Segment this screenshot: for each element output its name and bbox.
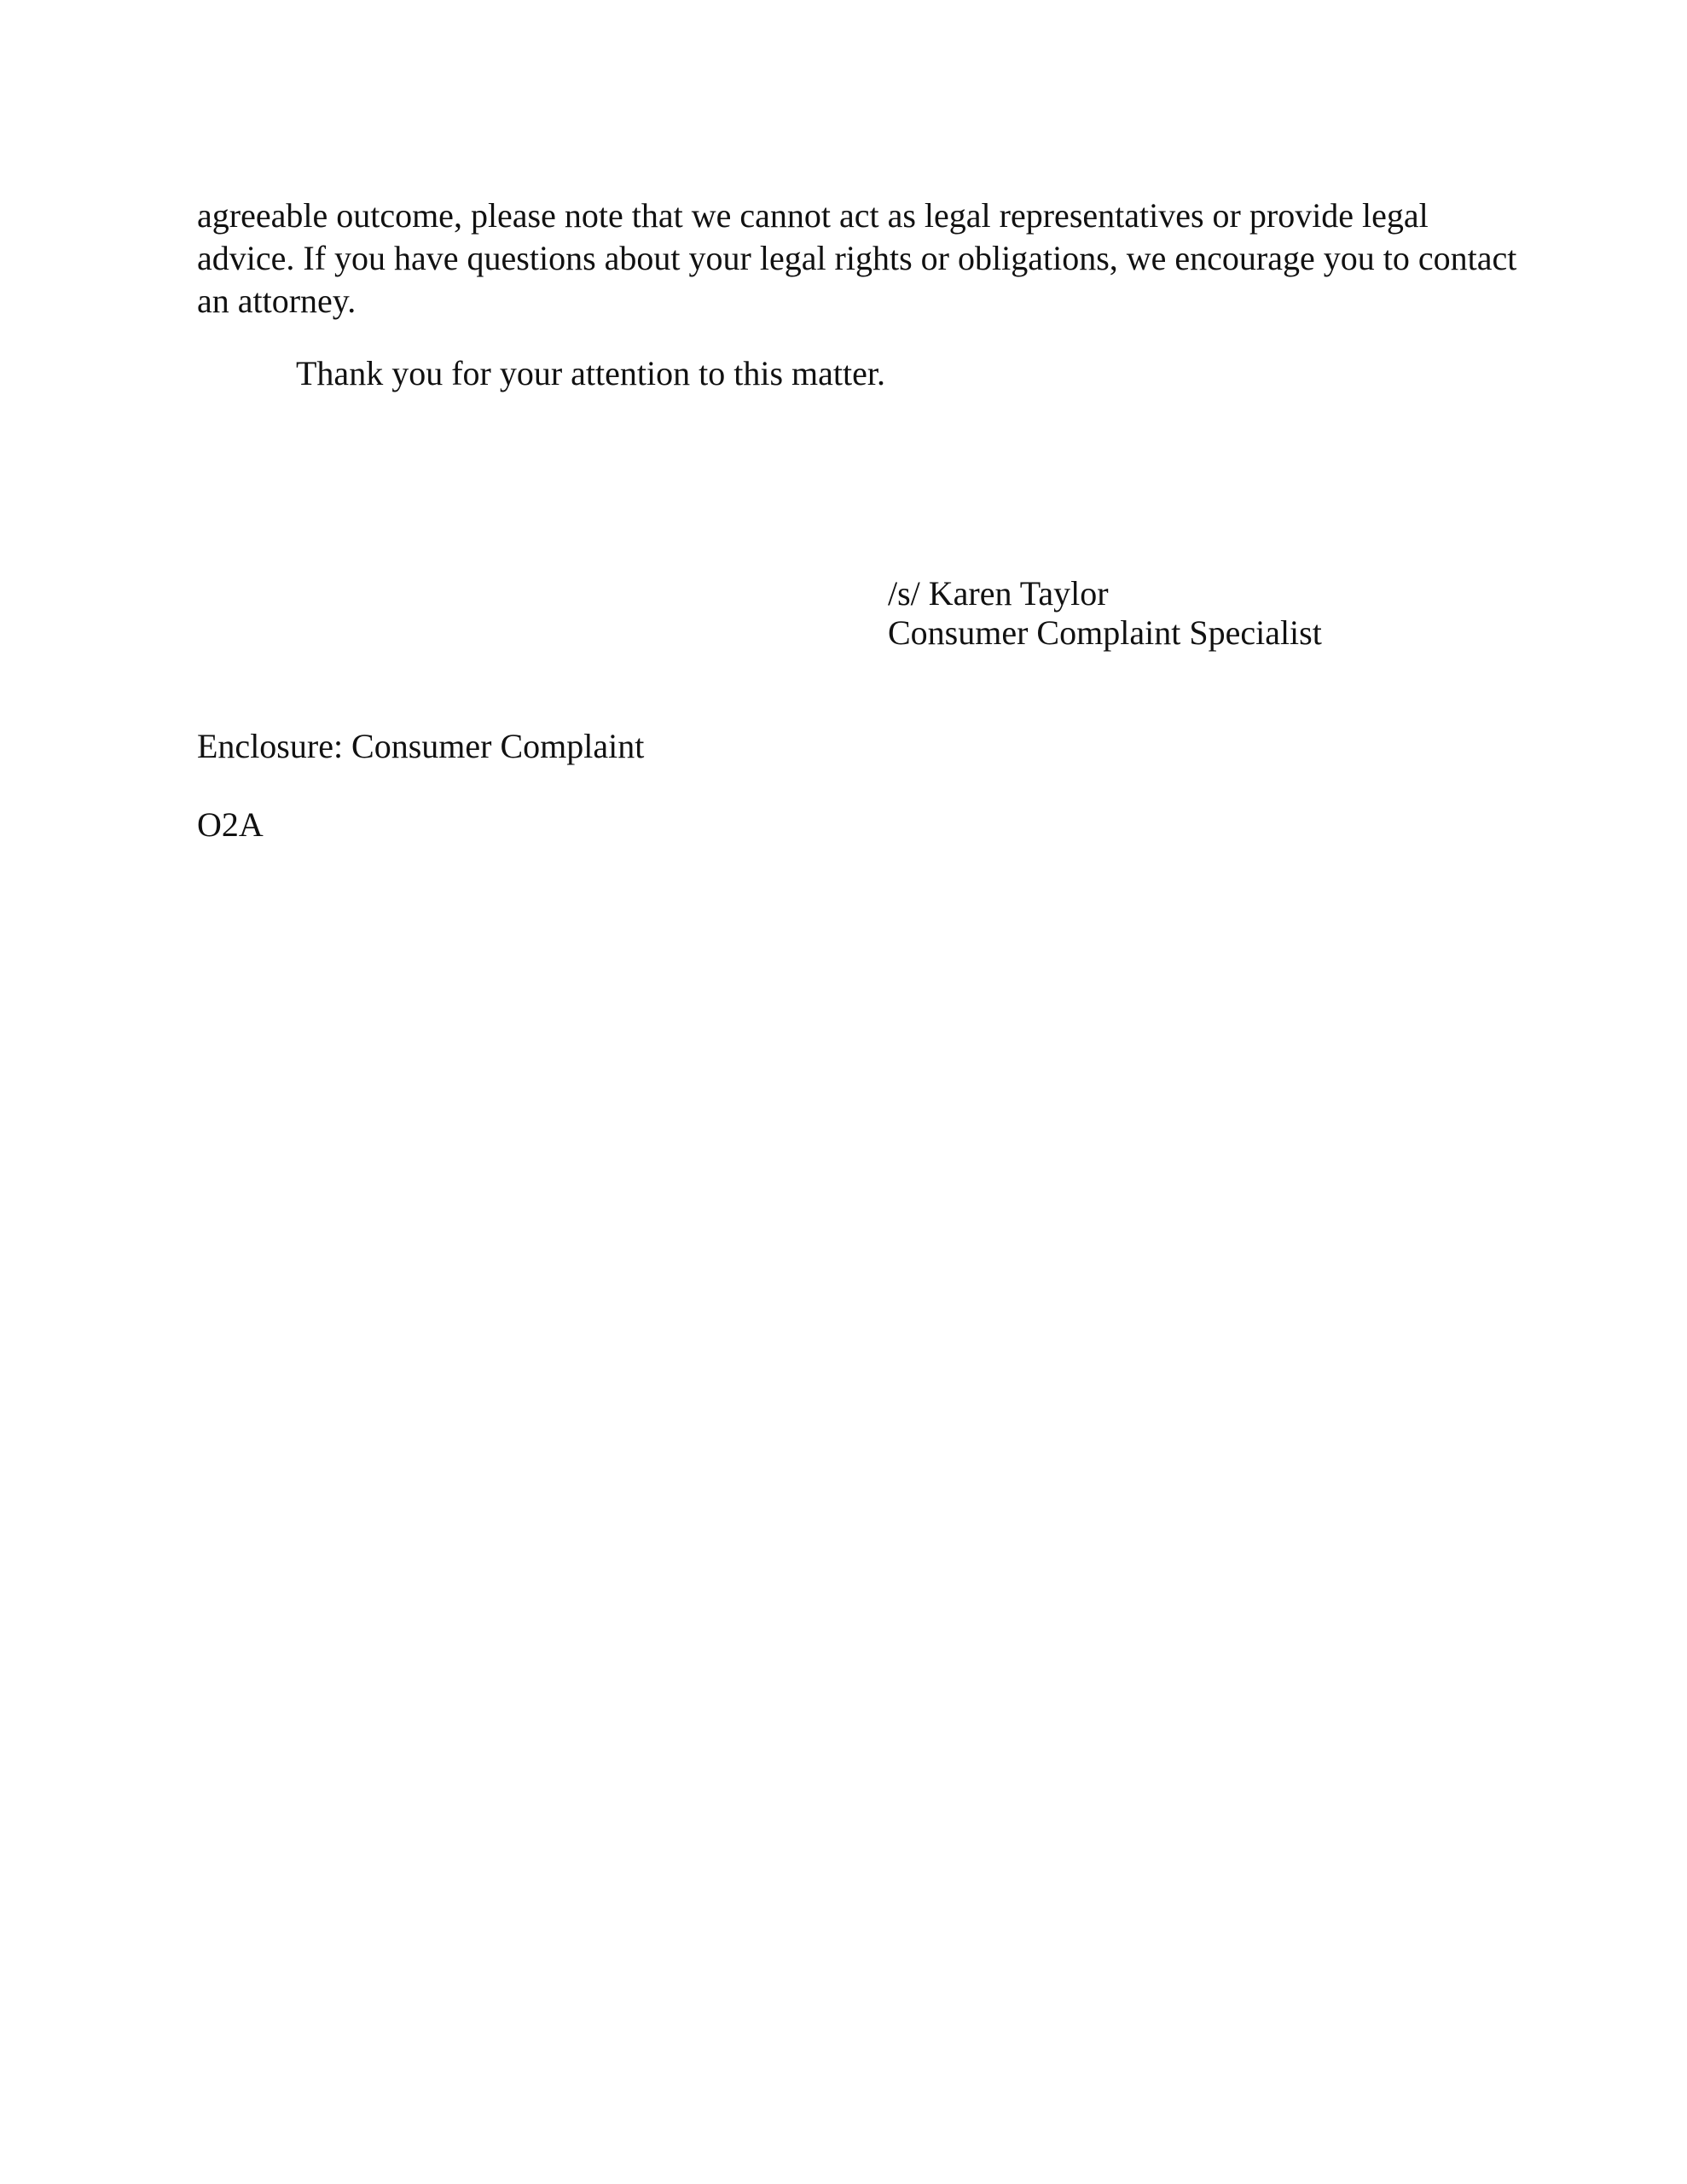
closing-sentence: Thank you for your attention to this matter. (296, 354, 885, 392)
body-paragraph-line: agreeable outcome, please note that we cannot act as legal representatives or provide legal (197, 196, 1429, 235)
signature-title: Consumer Complaint Specialist (888, 613, 1322, 652)
body-paragraph-line: advice. If you have questions about your legal rights or obligations, we encourage you to contact (197, 239, 1517, 277)
signature-name: /s/ Karen Taylor (888, 574, 1109, 613)
body-paragraph-line: an attorney. (197, 282, 357, 320)
reference-code: O2A (197, 805, 264, 844)
enclosure-note: Enclosure: Consumer Complaint (197, 727, 645, 765)
